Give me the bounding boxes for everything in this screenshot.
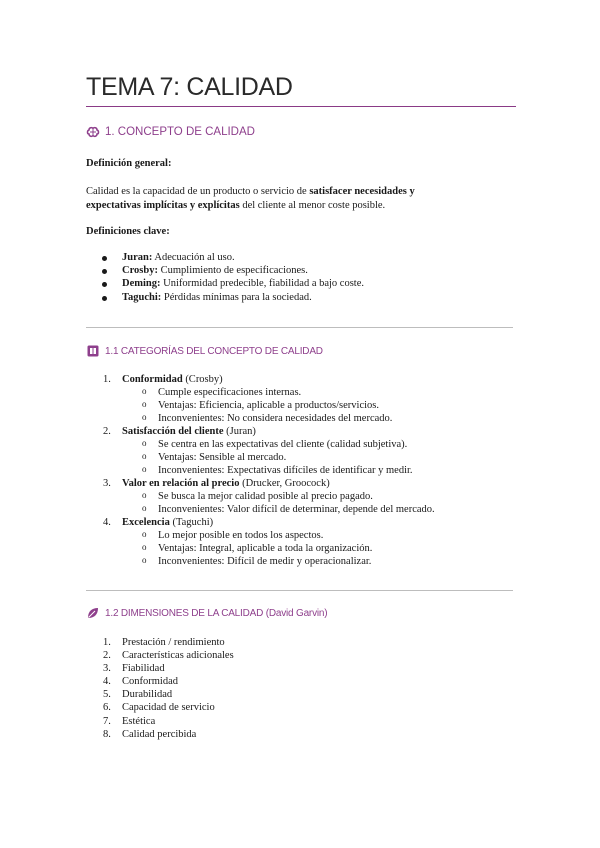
sub-item: o Inconvenientes: Difícil de medir y operacionalizar. <box>86 555 435 568</box>
definition-text-start: Calidad es la capacidad de un producto o servicio de <box>86 186 310 197</box>
list-item: 3. Fiabilidad <box>103 663 165 675</box>
sub-item: o Lo mejor posible en todos los aspectos. <box>86 529 435 542</box>
item-number: 3. <box>103 478 111 489</box>
category-name: Valor en relación al precio <box>122 478 240 489</box>
list-item: 2. Características adicionales <box>103 650 234 662</box>
section-heading-categorias <box>86 344 323 358</box>
definition-label: Definición general: <box>86 158 172 169</box>
section-divider <box>86 327 513 328</box>
list-item <box>86 264 364 277</box>
section-heading-concepto <box>86 125 255 139</box>
leaf-icon <box>86 606 100 620</box>
list-item <box>86 516 435 529</box>
list-item <box>86 277 364 290</box>
sub-item: o Ventajas: Integral, aplicable a toda la organización. <box>86 542 435 555</box>
author-definition: Uniformidad predecible, fiabilidad a bajo coste. <box>160 278 365 290</box>
sub-item: o Se centra en las expectativas del cliente (calidad subjetiva). <box>86 438 435 451</box>
sub-item: o Se busca la mejor calidad posible al precio pagado. <box>86 490 435 503</box>
sub-item: o Ventajas: Eficiencia, aplicable a productos/servicios. <box>86 399 435 412</box>
list-item <box>86 373 435 386</box>
sub-item: o Inconvenientes: Expectativas difíciles de identificar y medir. <box>86 464 435 477</box>
list-item <box>86 425 435 438</box>
sub-item: o Cumple especificaciones internas. <box>86 386 435 399</box>
list-item <box>86 477 435 490</box>
page-title: TEMA 7: CALIDAD <box>86 73 293 101</box>
item-number: 4. <box>103 517 111 528</box>
author-name: Deming: <box>122 278 161 290</box>
section-divider <box>86 590 513 591</box>
brain-icon <box>86 125 100 139</box>
section-heading-dimensiones <box>86 606 327 620</box>
definition-text-bold: satisfacer necesidades y expectativas implícitas y explícitas <box>86 186 415 211</box>
list-item: 7. Estética <box>103 715 156 727</box>
key-definitions-label: Definiciones clave: <box>86 226 170 237</box>
categories-list <box>86 373 435 568</box>
category-name: Satisfacción del cliente <box>122 426 224 437</box>
list-item <box>86 251 364 264</box>
category-name: Excelencia <box>122 517 170 528</box>
category-author: (Crosby) <box>182 374 223 385</box>
title-underline <box>86 106 516 107</box>
author-definition: Cumplimiento de especificaciones. <box>157 265 308 277</box>
category-author: (Juran) <box>223 426 256 437</box>
definition-paragraph <box>86 185 466 213</box>
author-name: Crosby: <box>122 265 158 277</box>
list-item <box>86 291 364 304</box>
author-definition: Adecuación al uso. <box>152 252 235 263</box>
list-item: 8. Calidad percibida <box>103 728 197 740</box>
category-name: Conformidad <box>122 374 183 385</box>
dimensions-list <box>86 636 234 741</box>
sub-item: o Inconvenientes: Valor difícil de determinar, depende del mercado. <box>86 503 435 516</box>
list-item: 4. Conformidad <box>103 676 178 688</box>
category-author: (Taguchi) <box>169 517 214 528</box>
list-item: 6. Capacidad de servicio <box>103 702 215 714</box>
category-author: (Drucker, Groocock) <box>239 478 330 489</box>
book-icon <box>86 344 100 358</box>
author-definition: Pérdidas mínimas para la sociedad. <box>161 291 312 303</box>
sub-item: o Inconvenientes: No considera necesidades del mercado. <box>86 412 435 425</box>
list-item: 5. Durabilidad <box>103 689 173 701</box>
definition-text-end: del cliente al menor coste posible. <box>239 200 386 211</box>
key-definitions-list <box>86 251 364 304</box>
section-heading-text: 1. CONCEPTO DE CALIDAD <box>105 126 255 138</box>
item-number: 2. <box>103 426 111 437</box>
author-name: Juran: <box>122 252 153 263</box>
author-name: Taguchi: <box>122 291 162 303</box>
section-heading-text: 1.1 CATEGORÍAS DEL CONCEPTO DE CALIDAD <box>105 345 323 357</box>
list-item: 1. Prestación / rendimiento <box>103 637 225 648</box>
item-number: 1. <box>103 374 111 385</box>
section-heading-text: 1.2 DIMENSIONES DE LA CALIDAD (David Garvin) <box>105 607 328 619</box>
sub-item: o Ventajas: Sensible al mercado. <box>86 451 435 464</box>
